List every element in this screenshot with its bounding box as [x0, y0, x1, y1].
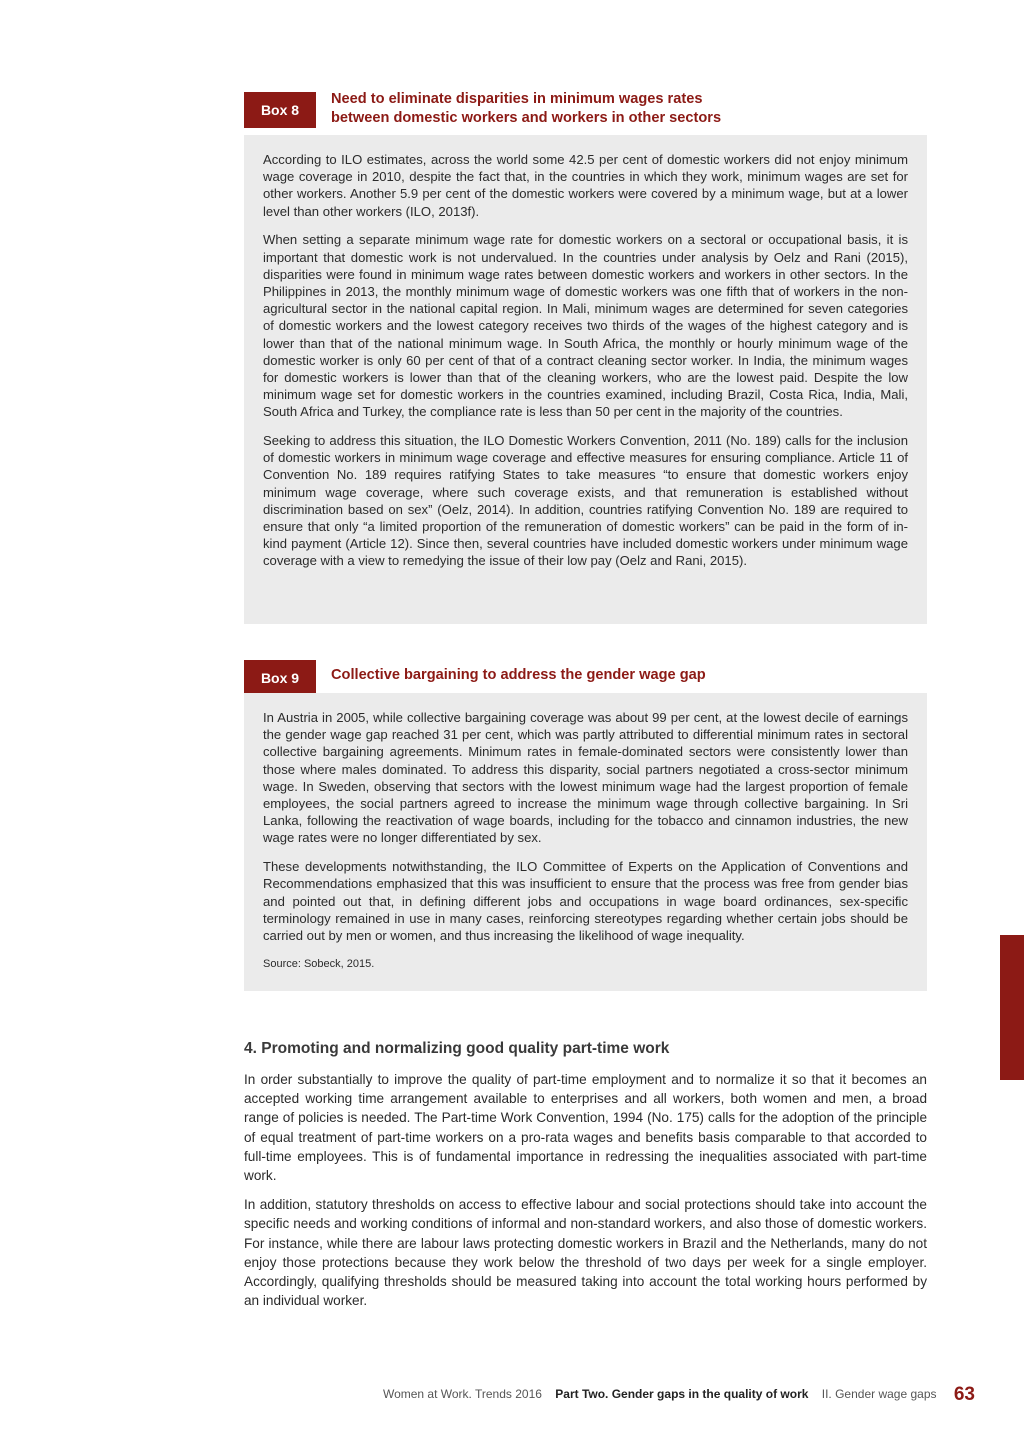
footer-publication: Women at Work. Trends 2016 — [382, 1387, 542, 1401]
box-8-label: Box 8 — [244, 92, 316, 128]
footer-part: Part Two. Gender gaps in the quality of work — [555, 1387, 809, 1401]
box-9-paragraph: In Austria in 2005, while collective bargaining coverage was about 99 per cent, at the lowest decile of earnings the gender wage gap reached 31 per cent, which was partly attributed to differential minimum rates in sectoral collective bargaining agreements. Minimum rates in female-dominated sectors were consistently lower than those where males dominated. To address this disparity, social partners negotiated a cross-sector minimum wage. In Sweden, observing that sectors with the lowest minimum wage had the largest proportion of female employees, the social partners agreed to increase the minimum wage through collective bargaining. In Sri Lanka, following the reactivation of wage boards, including for the tobacco and cinnamon industries, the new wage rates were no longer differentiated by sex. — [263, 710, 908, 846]
box-8-title — [331, 90, 921, 128]
box-8-paragraph: When setting a separate minimum wage rate for domestic workers on a sectoral or occupational basis, it is important that domestic work is not undervalued. In the countries under analysis by Oelz and Rani (2015), disparities were found in minimum wage rates between domestic workers and workers in other sectors. In the Philippines in 2013, the monthly minimum wage of domestic workers was one fifth that of workers in the non-agricultural sector in the national capital region. In Mali, minimum wages are determined for seven categories of domestic workers and the lowest category receives two thirds of the wages of the highest category and is lower than that of the national minimum wage. In South Africa, the monthly or hourly minimum wage of the domestic worker is only 60 per cent of that of a contract cleaning sector worker. In India, the minimum wages for domestic workers is lower than that of the cleaning workers, who are the lowest paid. Despite the low minimum wage set for domestic workers in the countries examined, including Brazil, Costa Rica, India, Mali, South Africa and Turkey, the compliance rate is less than 50 per cent in the majority of the countries. — [263, 232, 908, 420]
section-4-paragraph: In order substantially to improve the quality of part-time employment and to normalize it so that it becomes an accepted working time arrangement available to enterprises and all workers, both women and men, a broad range of policies is needed. The Part-time Work Convention, 1994 (No. 175) calls for the adoption of the principle of equal treatment of part-time workers on a pro-rata wages and benefits basis comparable to that accorded to full-time employees. This is of fundamental importance in redressing the inequalities associated with part-time work. — [244, 1072, 927, 1184]
box-9-label: Box 9 — [244, 660, 316, 696]
box-8-paragraph: According to ILO estimates, across the world some 42.5 per cent of domestic workers did not enjoy minimum wage coverage in 2010, despite the fact that, in the countries in which they work, minimum wages are set for other workers. Another 5.9 per cent of the domestic workers were covered by a minimum wage, but at a lower level than other workers (ILO, 2013f). — [263, 152, 908, 219]
box-8-title-line-1: Need to eliminate disparities in minimum wages rates — [331, 91, 703, 107]
footer-chapter: II. Gender wage gaps — [821, 1387, 937, 1401]
box-8-body — [244, 135, 927, 624]
box-8-title-line-2: between domestic workers and workers in other sectors — [331, 110, 722, 126]
page-footer — [383, 1384, 975, 1406]
chapter-side-tab — [1000, 935, 1024, 1080]
box-9-title: Collective bargaining to address the gender wage gap — [331, 667, 706, 683]
box-9-paragraph: These developments notwithstanding, the ILO Committee of Experts on the Application of Conventions and Recommendations emphasized that this was insufficient to ensure that the process was free from gender bias and pointed out that, in defining different jobs and occupations in wage board ordinances, sex-specific terminology remained in use in many cases, reinforcing stereotypes regarding whether certain jobs should be carried out by men or women, and thus increasing the likelihood of wage inequality. — [263, 859, 908, 943]
section-4-heading: 4. Promoting and normalizing good quality part-time work — [244, 1040, 670, 1057]
box-9-body — [244, 693, 927, 991]
section-4-paragraph: In addition, statutory thresholds on access to effective labour and social protections should take into account the specific needs and working conditions of informal and non-standard workers, and also those of domestic workers. For instance, while there are labour laws protecting domestic workers in Brazil and the Netherlands, many do not enjoy those protections because they work below the threshold of two days per week for a single employer. Accordingly, qualifying thresholds should be measured taking into account the total working hours performed by an individual worker. — [244, 1197, 927, 1309]
section-4 — [244, 1040, 927, 1320]
box-8-paragraph: Seeking to address this situation, the ILO Domestic Workers Convention, 2011 (No. 189) calls for the inclusion of domestic workers in minimum wage coverage and effective measures for ensuring compliance. Article 11 of Convention No. 189 requires ratifying States to take measures “to ensure that domestic workers enjoy minimum wage coverage, where such coverage exists, and that remuneration is established without discrimination based on sex” (Oelz, 2014). In addition, countries ratifying Convention No. 189 are required to ensure that only “a limited proportion of the remuneration of domestic workers” can be paid in the form of in-kind payment (Article 12). Since then, several countries have included domestic workers under minimum wage coverage with a view to remedying the issue of their low pay (Oelz and Rani, 2015). — [263, 433, 908, 569]
box-9-source: Source: Sobeck, 2015. — [263, 957, 375, 970]
page-number: 63 — [953, 1384, 975, 1405]
